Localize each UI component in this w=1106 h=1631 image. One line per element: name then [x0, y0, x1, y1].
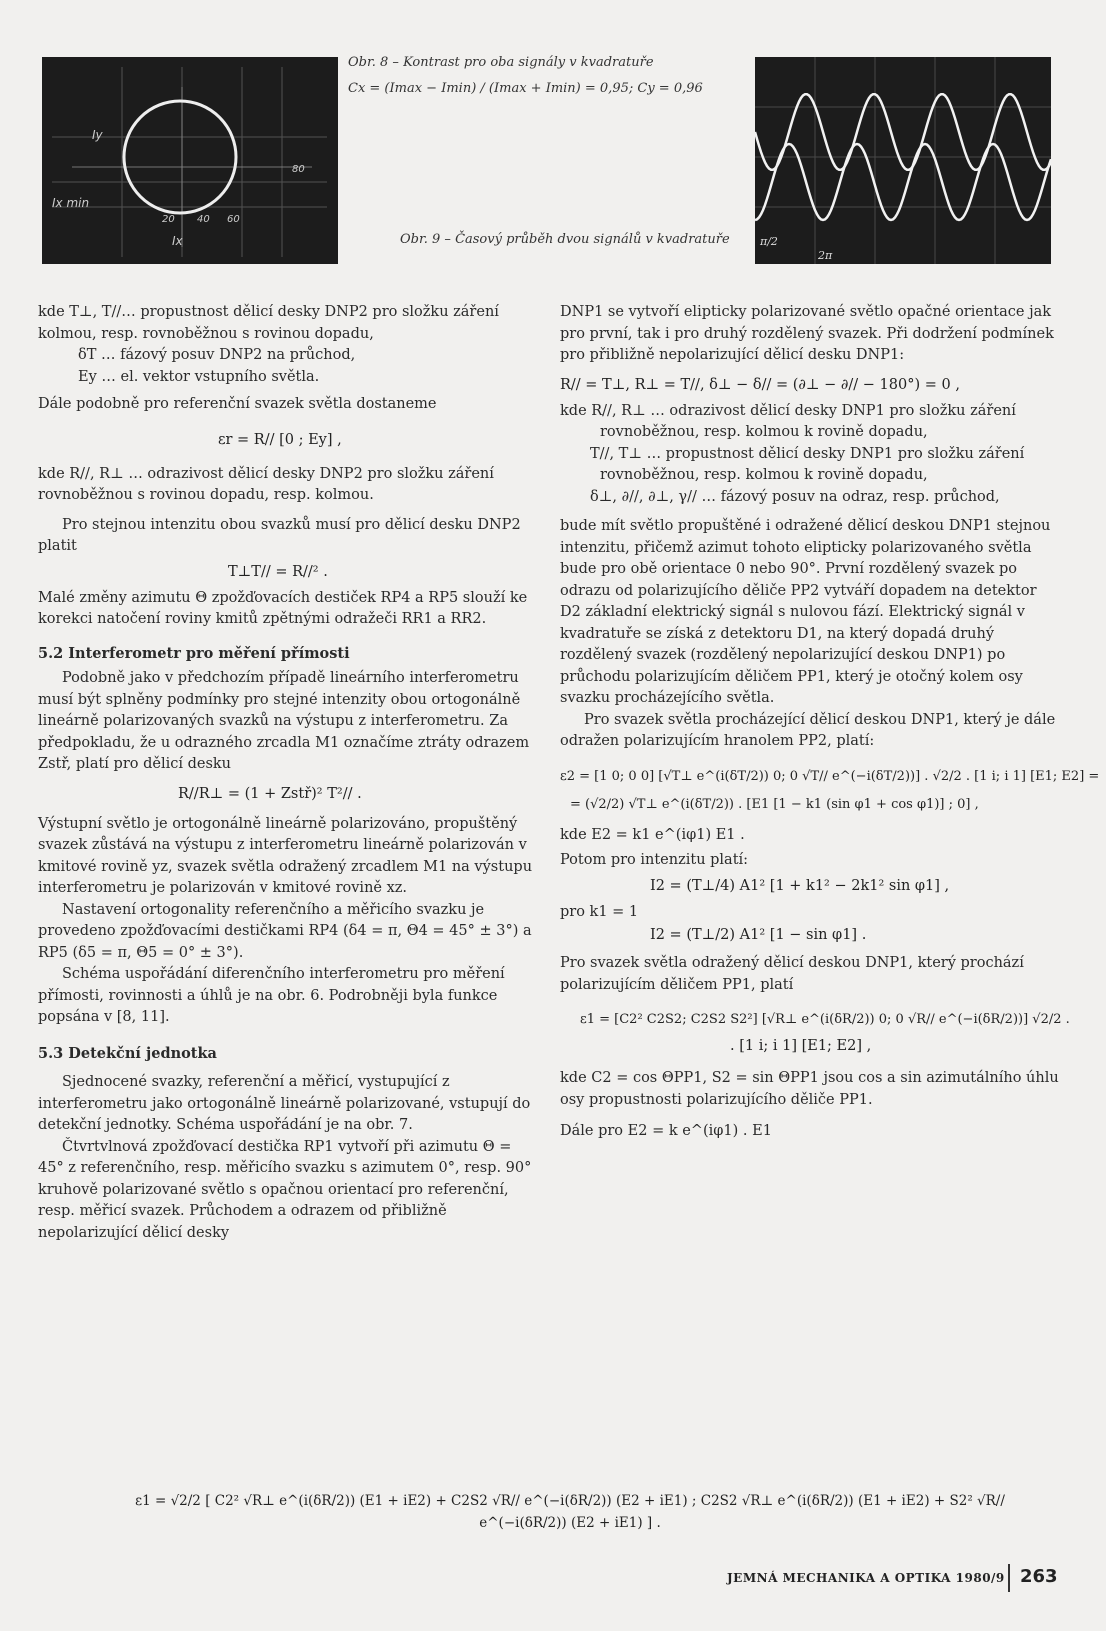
left-p7: Výstupní světlo je ortogonálně lineárně polarizováno, propuštěný svazek zůstává na výstupu z interferometru lineárně polarizován v kmitové rovině yz, svazek světla odražený zrcadlem M1 na výstupu interferometru je polarizován v kmitové rovině xz. [38, 815, 533, 896]
figure-8-formula: Cx = (Imax − Imin) / (Imax + Imin) = 0,95; Cy = 0,96 [348, 81, 703, 96]
right-d3: δ⊥, ∂//, ∂⊥, γ// … fázový posuv na odraz, resp. průchod, [590, 488, 1000, 505]
right-p9: Dále pro E2 = k e^(iφ1) . E1 [560, 1123, 772, 1139]
fig8-tick-40: 40 [197, 214, 210, 225]
left-p9: Schéma uspořádání diferenčního interferometru pro měření přímosti, rovinnosti a úhlů je na obr. 6. Podrobněji byla funkce popsána v [8, 11]. [38, 966, 505, 1025]
right-eq7: . [1 i; i 1] [E1; E2] , [730, 1038, 872, 1054]
right-column [560, 302, 1100, 1143]
left-eq3: R//R⊥ = (1 + Zstř)² T²// . [178, 785, 362, 802]
right-eq3: = (√2/2) √T⊥ e^(i(δT/2)) . [E1 [1 − k1 (sin φ1 + cos φ1)] ; 0] , [570, 796, 979, 812]
footer-divider [1008, 1564, 1010, 1592]
left-p6: Podobně jako v předchozím případě lineárního interferometru musí být splněny podmínky pro stejné intenzity obou ortogonálně lineárně polarizovaných svazků na výstupu z interferometru. Za předpokladu, že u odrazného zrcadla M1 označíme ztráty odrazem Zstř, platí pro dělicí desku [38, 670, 530, 772]
right-eq4: I2 = (T⊥/4) A1² [1 + k1² − 2k1² sin φ1] , [650, 877, 950, 894]
left-p11: Čtvrtvlnová zpožďovací destička RP1 vytvoří při azimutu Θ = 45° z referenčního, resp. měřicího svazku s azimutem 0°, resp. 90° kruhově polarizované světlo s opačnou orientací pro referenční, resp. měřicí svazek. Průchodem a odrazem od přibližně nepolarizující dělicí desky [38, 1138, 532, 1241]
right-p7: Pro svazek světla odražený dělicí deskou DNP1, který prochází polarizujícím děličem PP1, platí [560, 955, 1024, 993]
section-5-3-heading: 5.3 Detekční jednotka [38, 1044, 217, 1062]
oscilloscope-ellipse-image [42, 57, 338, 264]
figure-8-caption [348, 55, 718, 97]
left-p4: Pro stejnou intenzitu obou svazků musí pro dělicí desku DNP2 platit [38, 516, 521, 554]
left-p8: Nastavení ortogonality referenčního a měřicího svazku je provedeno zpožďovacími destičkami RP4 (δ4 = π, Θ4 = 45° ± 3°) a RP5 (δ5 = π, Θ5 = 0° ± 3°). [38, 901, 532, 961]
left-p1b: δT … fázový posuv DNP2 na průchod, [78, 347, 356, 363]
left-column [38, 302, 534, 1244]
section-5-2-heading: 5.2 Interferometr pro měření přímosti [38, 644, 350, 662]
right-d2: T//, T⊥ … propustnost dělicí desky DNP1 pro složku záření rovnoběžnou, resp. kolmou k rovině dopadu, [590, 445, 1025, 483]
left-eq1: εr = R// [0 ; Ey] , [218, 431, 342, 448]
right-p6: pro k1 = 1 [560, 903, 639, 920]
right-p1: DNP1 se vytvoří elipticky polarizované světlo opačné orientace jak pro první, tak i pro druhý rozdělený svazek. Při dodržení podmínek pro přibližně nepolarizující dělicí desku DNP1: [560, 304, 1054, 363]
right-p8: kde C2 = cos ΘPP1, S2 = sin ΘPP1 jsou cos a sin azimutálního úhlu osy propustnosti polarizujícího děliče PP1. [560, 1070, 1059, 1108]
fig9-label-2pi: 2π [818, 249, 833, 262]
right-d1: kde R//, R⊥ … odrazivost dělicí desky DNP1 pro složku záření rovnoběžnou, resp. kolmou k rovině dopadu, [560, 402, 1016, 440]
right-eq1: R// = T⊥, R⊥ = T//, δ⊥ − δ// = (∂⊥ − ∂// − 180°) = 0 , [560, 376, 960, 393]
bottom-equation: ε1 = √2/2 [ C2² √R⊥ e^(i(δR/2)) (E1 + iE2) + C2S2 √R// e^(−i(δR/2)) (E2 + iE1) ; C2S2 √R⊥ e^(i(δR/2)) (E1 + iE2) + S2² √R// e^(−i(δR/2)) (E2 + iE1) ] . [135, 1493, 1005, 1531]
right-p5: Potom pro intenzitu platí: [560, 852, 749, 868]
fig8-label-ix: Ix [172, 234, 183, 248]
figure-9-caption: Obr. 9 – Časový průběh dvou signálů v kvadratuře [400, 232, 730, 247]
fig8-tick-80: 80 [292, 164, 305, 175]
page-number: 263 [1020, 1566, 1058, 1587]
figure-9-photo [755, 57, 1051, 264]
figure-8-photo [42, 57, 338, 264]
left-p1c: Ey … el. vektor vstupního světla. [78, 368, 320, 385]
fig8-label-iy: Iy [92, 128, 103, 142]
right-eq6: ε1 = [C2² C2S2; C2S2 S2²] [√R⊥ e^(i(δR/2)) 0; 0 √R// e^(−i(δR/2))] √2/2 . [580, 1012, 1070, 1027]
oscilloscope-sine-image [755, 57, 1051, 264]
fig8-tick-20: 20 [162, 214, 175, 225]
right-p3: Pro svazek světla procházející dělicí deskou DNP1, který je dále odražen polarizujícím hranolem PP2, platí: [560, 711, 1056, 749]
fig9-label-pi2: π/2 [760, 235, 778, 248]
right-p2: bude mít světlo propuštěné i odražené dělicí deskou DNP1 stejnou intenzitu, přičemž azimut tohoto elipticky polarizovaného světla bude pro obě orientace 0 nebo 90°. První rozdělený svazek po odrazu od polarizujícího děliče PP2 vytváří dopadem na detektor D2 základní elektrický signál s nulovou fází. Elektrický signál v kvadratuře se získá z detektoru D1, na který dopadá druhý rozdělený svazek (rozdělený nepolarizující deskou DNP1) po průchodu polarizujícím děličem PP1, který je otočný kolem osy svazku procházejícího světla. [560, 518, 1051, 706]
figure-8-title: Obr. 8 – Kontrast pro oba signály v kvadratuře [348, 55, 654, 70]
right-eq2: ε2 = [1 0; 0 0] [√T⊥ e^(i(δT/2)) 0; 0 √T// e^(−i(δT/2))] . √2/2 . [1 i; i 1] [E1; E2] = [560, 768, 1100, 784]
journal-footer: JEMNÁ MECHANIKA A OPTIKA 1980/9 [727, 1571, 1005, 1585]
fig8-tick-60: 60 [227, 214, 240, 225]
fig8-label-ixmin: Ix min [52, 196, 90, 210]
left-eq2: T⊥T// = R//² . [228, 563, 328, 580]
left-p3: kde R//, R⊥ … odrazivost dělicí desky DNP2 pro složku záření rovnoběžnou s rovinou dopadu, resp. kolmou. [38, 465, 494, 503]
left-p1: kde T⊥, T//… propustnost dělicí desky DNP2 pro složku záření kolmou, resp. rovnoběžnou s rovinou dopadu, [38, 304, 499, 342]
left-p10: Sjednocené svazky, referenční a měřicí, vystupující z interferometru jako ortogonálně lineárně polarizované, vstupují do detekční jednotky. Schéma uspořádání je na obr. 7. [38, 1074, 531, 1133]
left-p2: Dále podobně pro referenční svazek světla dostaneme [38, 396, 437, 412]
right-p4: kde E2 = k1 e^(iφ1) E1 . [560, 826, 745, 843]
left-p5: Malé změny azimutu Θ zpožďovacích destiček RP4 a RP5 slouží ke korekci natočení roviny kmitů zpětnými odražeči RR1 a RR2. [38, 589, 528, 627]
right-eq5: I2 = (T⊥/2) A1² [1 − sin φ1] . [650, 927, 867, 943]
